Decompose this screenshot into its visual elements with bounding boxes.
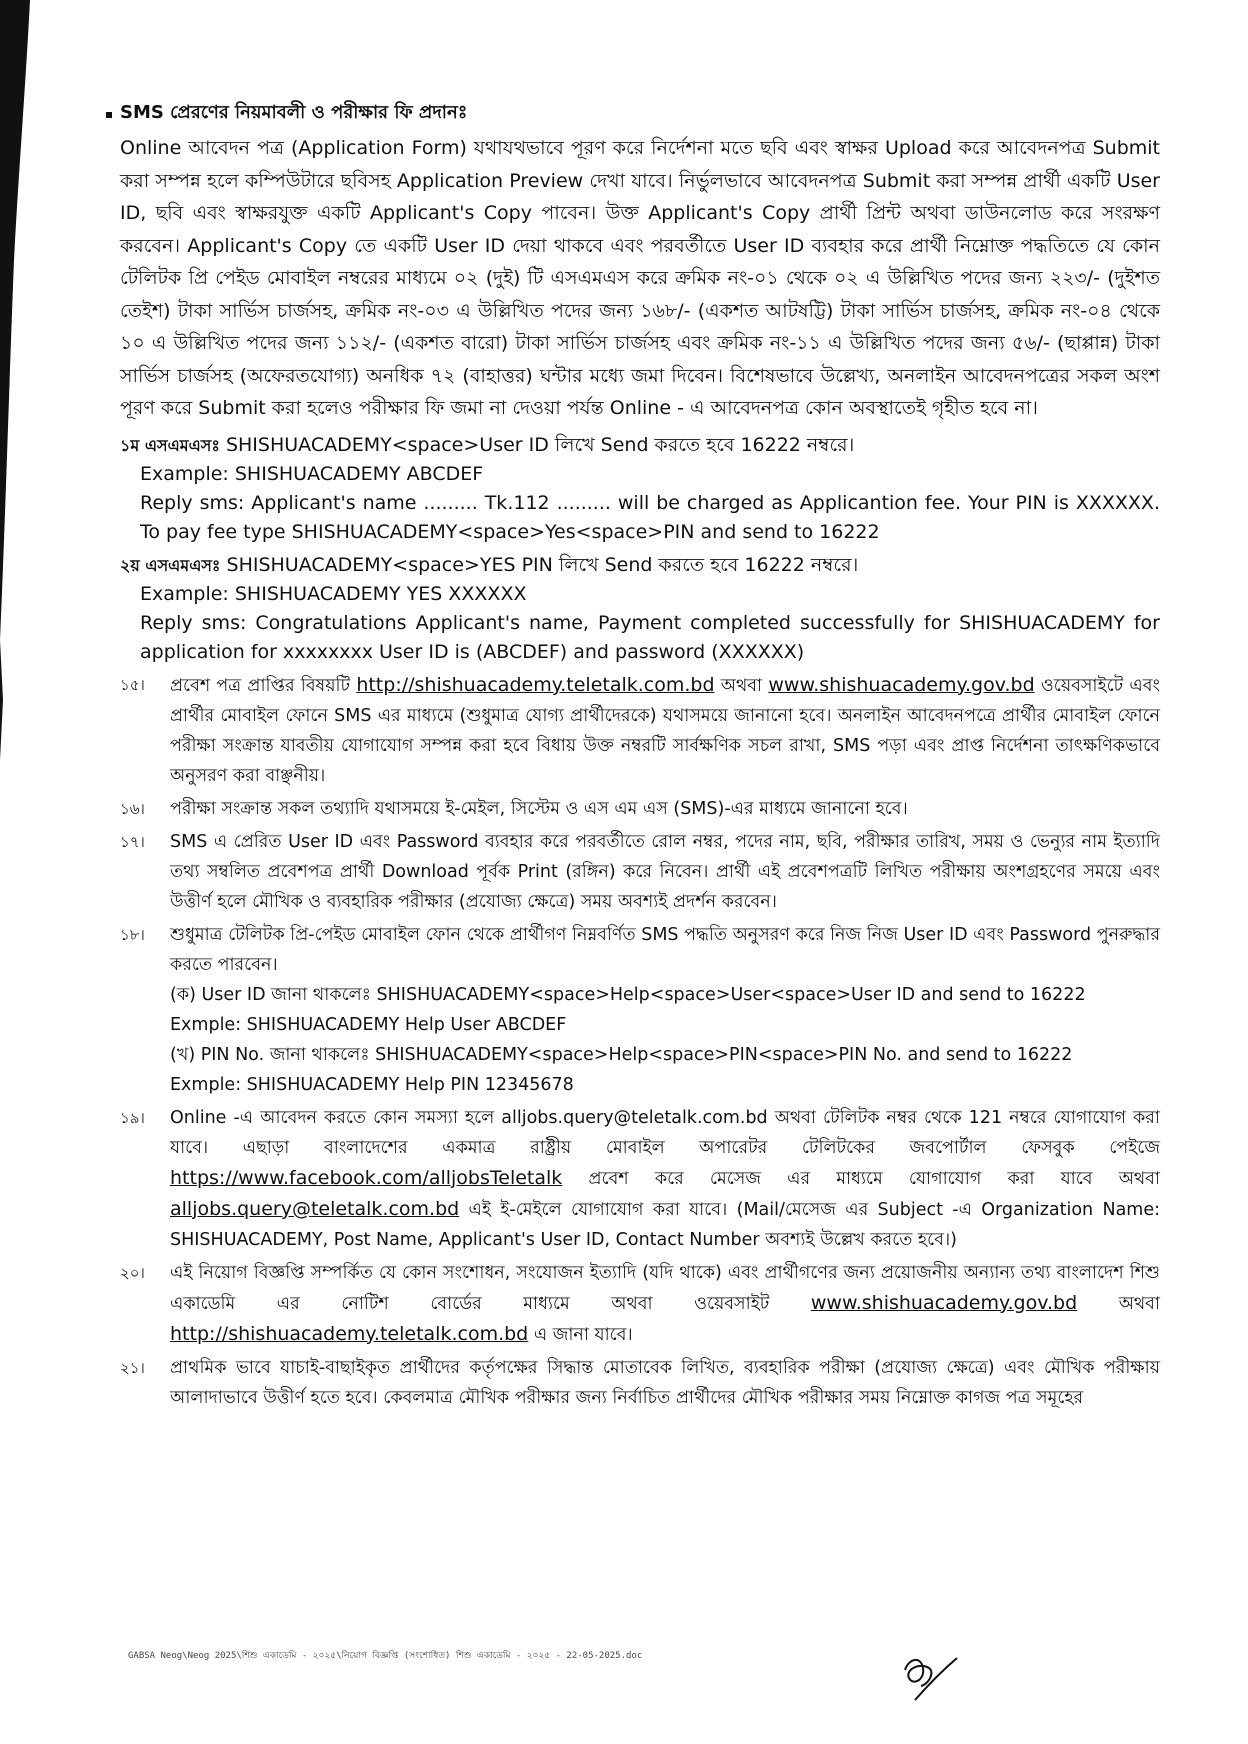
item-body: পরীক্ষা সংক্রান্ত সকল তথ্যাদি যথাসময়ে ই-মেইল, সিস্টেম ও এস এম এস (SMS)-এর মাধ্যমে জানানো হবে। — [170, 798, 908, 819]
facebook-page-link[interactable]: https://www.facebook.com/alljobsTeletalk — [170, 1166, 563, 1189]
item-16 — [120, 794, 1160, 824]
sms2-example: Example: SHISHUACADEMY YES XXXXXX — [140, 582, 527, 605]
sms2-text: SHISHUACADEMY<space>YES PIN লিখে Send করতে হবে 16222 নম্বরে। — [220, 553, 859, 576]
item-21 — [120, 1353, 1160, 1413]
item-number: ১৯। — [120, 1108, 145, 1127]
sms2-line — [120, 551, 1160, 580]
sms1-block — [120, 431, 1160, 547]
item-text: এ জানা যাবে। — [528, 1324, 633, 1345]
item-number: ১৫। — [120, 675, 145, 694]
heading-bullet — [106, 112, 112, 118]
item-number: ১৮। — [120, 925, 145, 944]
item-17 — [120, 827, 1160, 917]
sms2-reply: Reply sms: Congratulations Applicant's name, Payment completed successfully for SHISHUACADEMY for application for xxxxxxxx User ID is (ABCDEF) and password (XXXXXX) — [140, 611, 1160, 663]
pin-example: Exmple: SHISHUACADEMY Help PIN 12345678 — [170, 1074, 574, 1095]
sms2-block — [120, 551, 1160, 667]
sms-rules-heading — [120, 98, 1160, 128]
file-path-footer: GABSA Neog\Neog 2025\শিশু একাডেমি - ২০২৫\নিয়োগ বিজ্ঞপ্তি (সংশোধিত) শিশু একাডেমি - ২০২৫ - 22-05-2025.doc — [128, 1651, 643, 1661]
teletalk-website-link[interactable]: http://shishuacademy.teletalk.com.bd — [170, 1322, 529, 1345]
item-15 — [120, 670, 1160, 791]
item-text: অথবা — [714, 675, 769, 696]
sms1-example: Example: SHISHUACADEMY ABCDEF — [140, 462, 484, 485]
item-body: SMS এ প্রেরিত User ID এবং Password ব্যবহার করে পরবর্তীতে রোল নম্বর, পদের নাম, ছবি, পরীক্ষার তারিখ, সময় ও ভেন্যুর নাম ইত্যাদি তথ্য সম্বলিত প্রবেশপত্র প্রার্থী Download পূর্বক Print (রঙ্গিন) করে নিবেন। প্রার্থী এই প্রবেশপত্রটি লিখিত পরীক্ষায় অংশগ্রহণের সময়ে এবং উত্তীর্ণ হলে মৌখিক ও ব্যবহারিক পরীক্ষার (প্রযোজ্য ক্ষেত্রে) সময় অবশ্যই প্রদর্শন করবেন। — [170, 831, 1160, 912]
signature-mark — [895, 1640, 965, 1710]
item-20 — [120, 1258, 1160, 1350]
support-email-link[interactable]: alljobs.query@teletalk.com.bd — [170, 1197, 460, 1220]
item-text: এই নিয়োগ বিজ্ঞপ্তি সম্পর্কিত যে কোন সংশোধন, সংযোজন ইত্যাদি (যদি থাকে) এবং প্রার্থীগণের জন্য প্রয়োজনীয় অন্যান্য তথ্য বাংলাদেশ শিশু একাডেমি এর নোটিশ বোর্ডের মাধ্যমে অথবা ওয়েবসাইট — [170, 1262, 1160, 1314]
item-text: Online -এ আবেদন করতে কোন সমস্যা হলে alljobs.query@teletalk.com.bd অথবা টেলিটক নম্বর থেকে 121 নম্বরে যোগাযোগ করা যাবে। এছাড়া বাংলাদেশের একমাত্র রাষ্ট্রীয় মোবাইল অপারেটর টেলিটকের জবপোর্টাল ফেসবুক পেইজে — [170, 1107, 1160, 1158]
sms1-label: ১ম এসএমএসঃ — [120, 435, 220, 455]
document-page — [120, 98, 1160, 1413]
item-body: প্রাথমিক ভাবে যাচাই-বাছাইকৃত প্রার্থীদের কর্তৃপক্ষের সিদ্ধান্ত মোতাবেক লিখিত, ব্যবহারিক পরীক্ষা (প্রযোজ্য ক্ষেত্রে) এবং মৌখিক পরীক্ষায় আলাদাভাবে উত্তীর্ণ হতে হবে। কেবলমাত্র মৌখিক পরীক্ষার জন্য নির্বাচিত প্রার্থীদের মৌখিক পরীক্ষার সময় নিম্নোক্ত কাগজ পত্র সমূহের — [170, 1357, 1160, 1408]
item-19 — [120, 1103, 1160, 1255]
item-number: ২০। — [120, 1263, 145, 1282]
pin-recovery: (খ) PIN No. জানা থাকলেঃ SHISHUACADEMY<space>Help<space>PIN<space>PIN No. and send to 16222 — [170, 1044, 1073, 1065]
item-body — [170, 670, 1160, 791]
heading-text: SMS প্রেরণের নিয়মাবলী ও পরীক্ষার ফি প্রদানঃ — [120, 102, 468, 123]
sms1-text: SHISHUACADEMY<space>User ID লিখে Send করতে হবে 16222 নম্বরে। — [219, 433, 855, 456]
item-body — [170, 1103, 1160, 1255]
item-text: এই ই-মেইলে যোগাযোগ করা যাবে। (Mail/মেসেজ এর Subject -এ Organization Name: SHISHUACADEMY, Post Name, Applicant's User ID, Contact Number অবশ্যই উল্লেখ করতে হবে।) — [170, 1199, 1161, 1250]
user-id-example: Exmple: SHISHUACADEMY Help User ABCDEF — [170, 1014, 567, 1035]
item-number: ২১। — [120, 1358, 145, 1377]
sms2-label: ২য় এসএমএসঃ — [120, 555, 221, 575]
admit-card-link-teletalk[interactable]: http://shishuacademy.teletalk.com.bd — [356, 673, 715, 696]
item-text: শুধুমাত্র টেলিটক প্রি-পেইড মোবাইল ফোন থেকে প্রার্থীগণ নিম্নবর্ণিত SMS পদ্ধতি অনুসরণ করে নিজ নিজ User ID এবং Password পুনরুদ্ধার করতে পারবেন। — [170, 924, 1160, 975]
admit-card-link-gov[interactable]: www.shishuacademy.gov.bd — [768, 673, 1035, 696]
item-text: প্রবেশ করে মেসেজ এর মাধ্যমে যোগাযোগ করা যাবে অথবা — [562, 1168, 1160, 1189]
item-number: ১৬। — [120, 799, 145, 818]
item-body — [170, 920, 1160, 1100]
item-body — [170, 1258, 1160, 1350]
gov-website-link[interactable]: www.shishuacademy.gov.bd — [810, 1291, 1078, 1314]
item-number: ১৭। — [120, 832, 145, 851]
scan-edge-mark — [0, 0, 70, 760]
intro-paragraph: Online আবেদন পত্র (Application Form) যথাযথভাবে পূরণ করে নির্দেশনা মতে ছবি এবং স্বাক্ষর Upload করে আবেদনপত্র Submit করা সম্পন্ন হলে কম্পিউটারে ছবিসহ Application Preview দেখা যাবে। নির্ভুলভাবে আবেদনপত্র Submit করা সম্পন্ন প্রার্থী একটি User ID, ছবি এবং স্বাক্ষরযুক্ত একটি Applicant's Copy পাবেন। উক্ত Applicant's Copy প্রার্থী প্রিন্ট অথবা ডাউনলোড করে সংরক্ষণ করবেন। Applicant's Copy তে একটি User ID দেয়া থাকবে এবং পরবর্তীতে User ID ব্যবহার করে প্রার্থী নিম্নোক্ত পদ্ধতিতে যে কোন টেলিটক প্রি পেইড মোবাইল নম্বরের মাধ্যমে ০২ (দুই) টি এসএমএস করে ক্রমিক নং-০১ থেকে ০২ এ উল্লিখিত পদের জন্য ২২৩/- (দুইশত তেইশ) টাকা সার্ভিস চার্জসহ, ক্রমিক নং-০৩ এ উল্লিখিত পদের জন্য ১৬৮/- (একশত আটষট্টি) টাকা সার্ভিস চার্জসহ, ক্রমিক নং-০৪ থেকে ১০ এ উল্লিখিত পদের জন্য ১১২/- (একশত বারো) টাকা সার্ভিস চার্জসহ এবং ক্রমিক নং-১১ এ উল্লিখিত পদের জন্য ৫৬/- (ছাপ্পান্ন) টাকা সার্ভিস চার্জসহ (অফেরতযোগ্য) অনধিক ৭২ (বাহাত্তর) ঘন্টার মধ্যে জমা দিবেন। বিশেষভাবে উল্লেখ্য, অনলাইন আবেদনপত্রের সকল অংশ পূরণ করে Submit করা হলেও পরীক্ষার ফি জমা না দেওয়া পর্যন্ত Online - এ আবেদনপত্র কোন অবস্থাতেই গৃহীত হবে না। — [120, 137, 1160, 419]
sms1-line — [120, 431, 1160, 460]
item-text: প্রবেশ পত্র প্রাপ্তির বিষয়টি — [170, 675, 357, 696]
item-text: অথবা — [1077, 1293, 1160, 1314]
sms1-reply: Reply sms: Applicant's name ......... Tk.112 ......... will be charged as Applicantion fee. Your PIN is XXXXXX. To pay fee type SHISHUACADEMY<space>Yes<space>PIN and send to 16222 — [140, 491, 1160, 543]
item-18 — [120, 920, 1160, 1100]
item-text: ওয়েবসাইটে এবং প্রার্থীর মোবাইল ফোনে SMS এর মাধ্যমে (শুধুমাত্র যোগ্য প্রার্থীদেরকে) যথাসময়ে জানানো হবে। অনলাইন আবেদনপত্রে প্রার্থীর মোবাইল ফোনে পরীক্ষা সংক্রান্ত যাবতীয় যোগাযোগ সম্পন্ন করা হবে বিধায় উক্ত নম্বরটি সার্বক্ষণিক সচল রাখা, SMS পড়া এবং প্রাপ্ত নির্দেশনা তাৎক্ষণিকভাবে অনুসরণ করা বাঞ্ছনীয়। — [170, 675, 1160, 786]
user-id-recovery: (ক) User ID জানা থাকলেঃ SHISHUACADEMY<space>Help<space>User<space>User ID and send to 16222 — [170, 984, 1086, 1005]
